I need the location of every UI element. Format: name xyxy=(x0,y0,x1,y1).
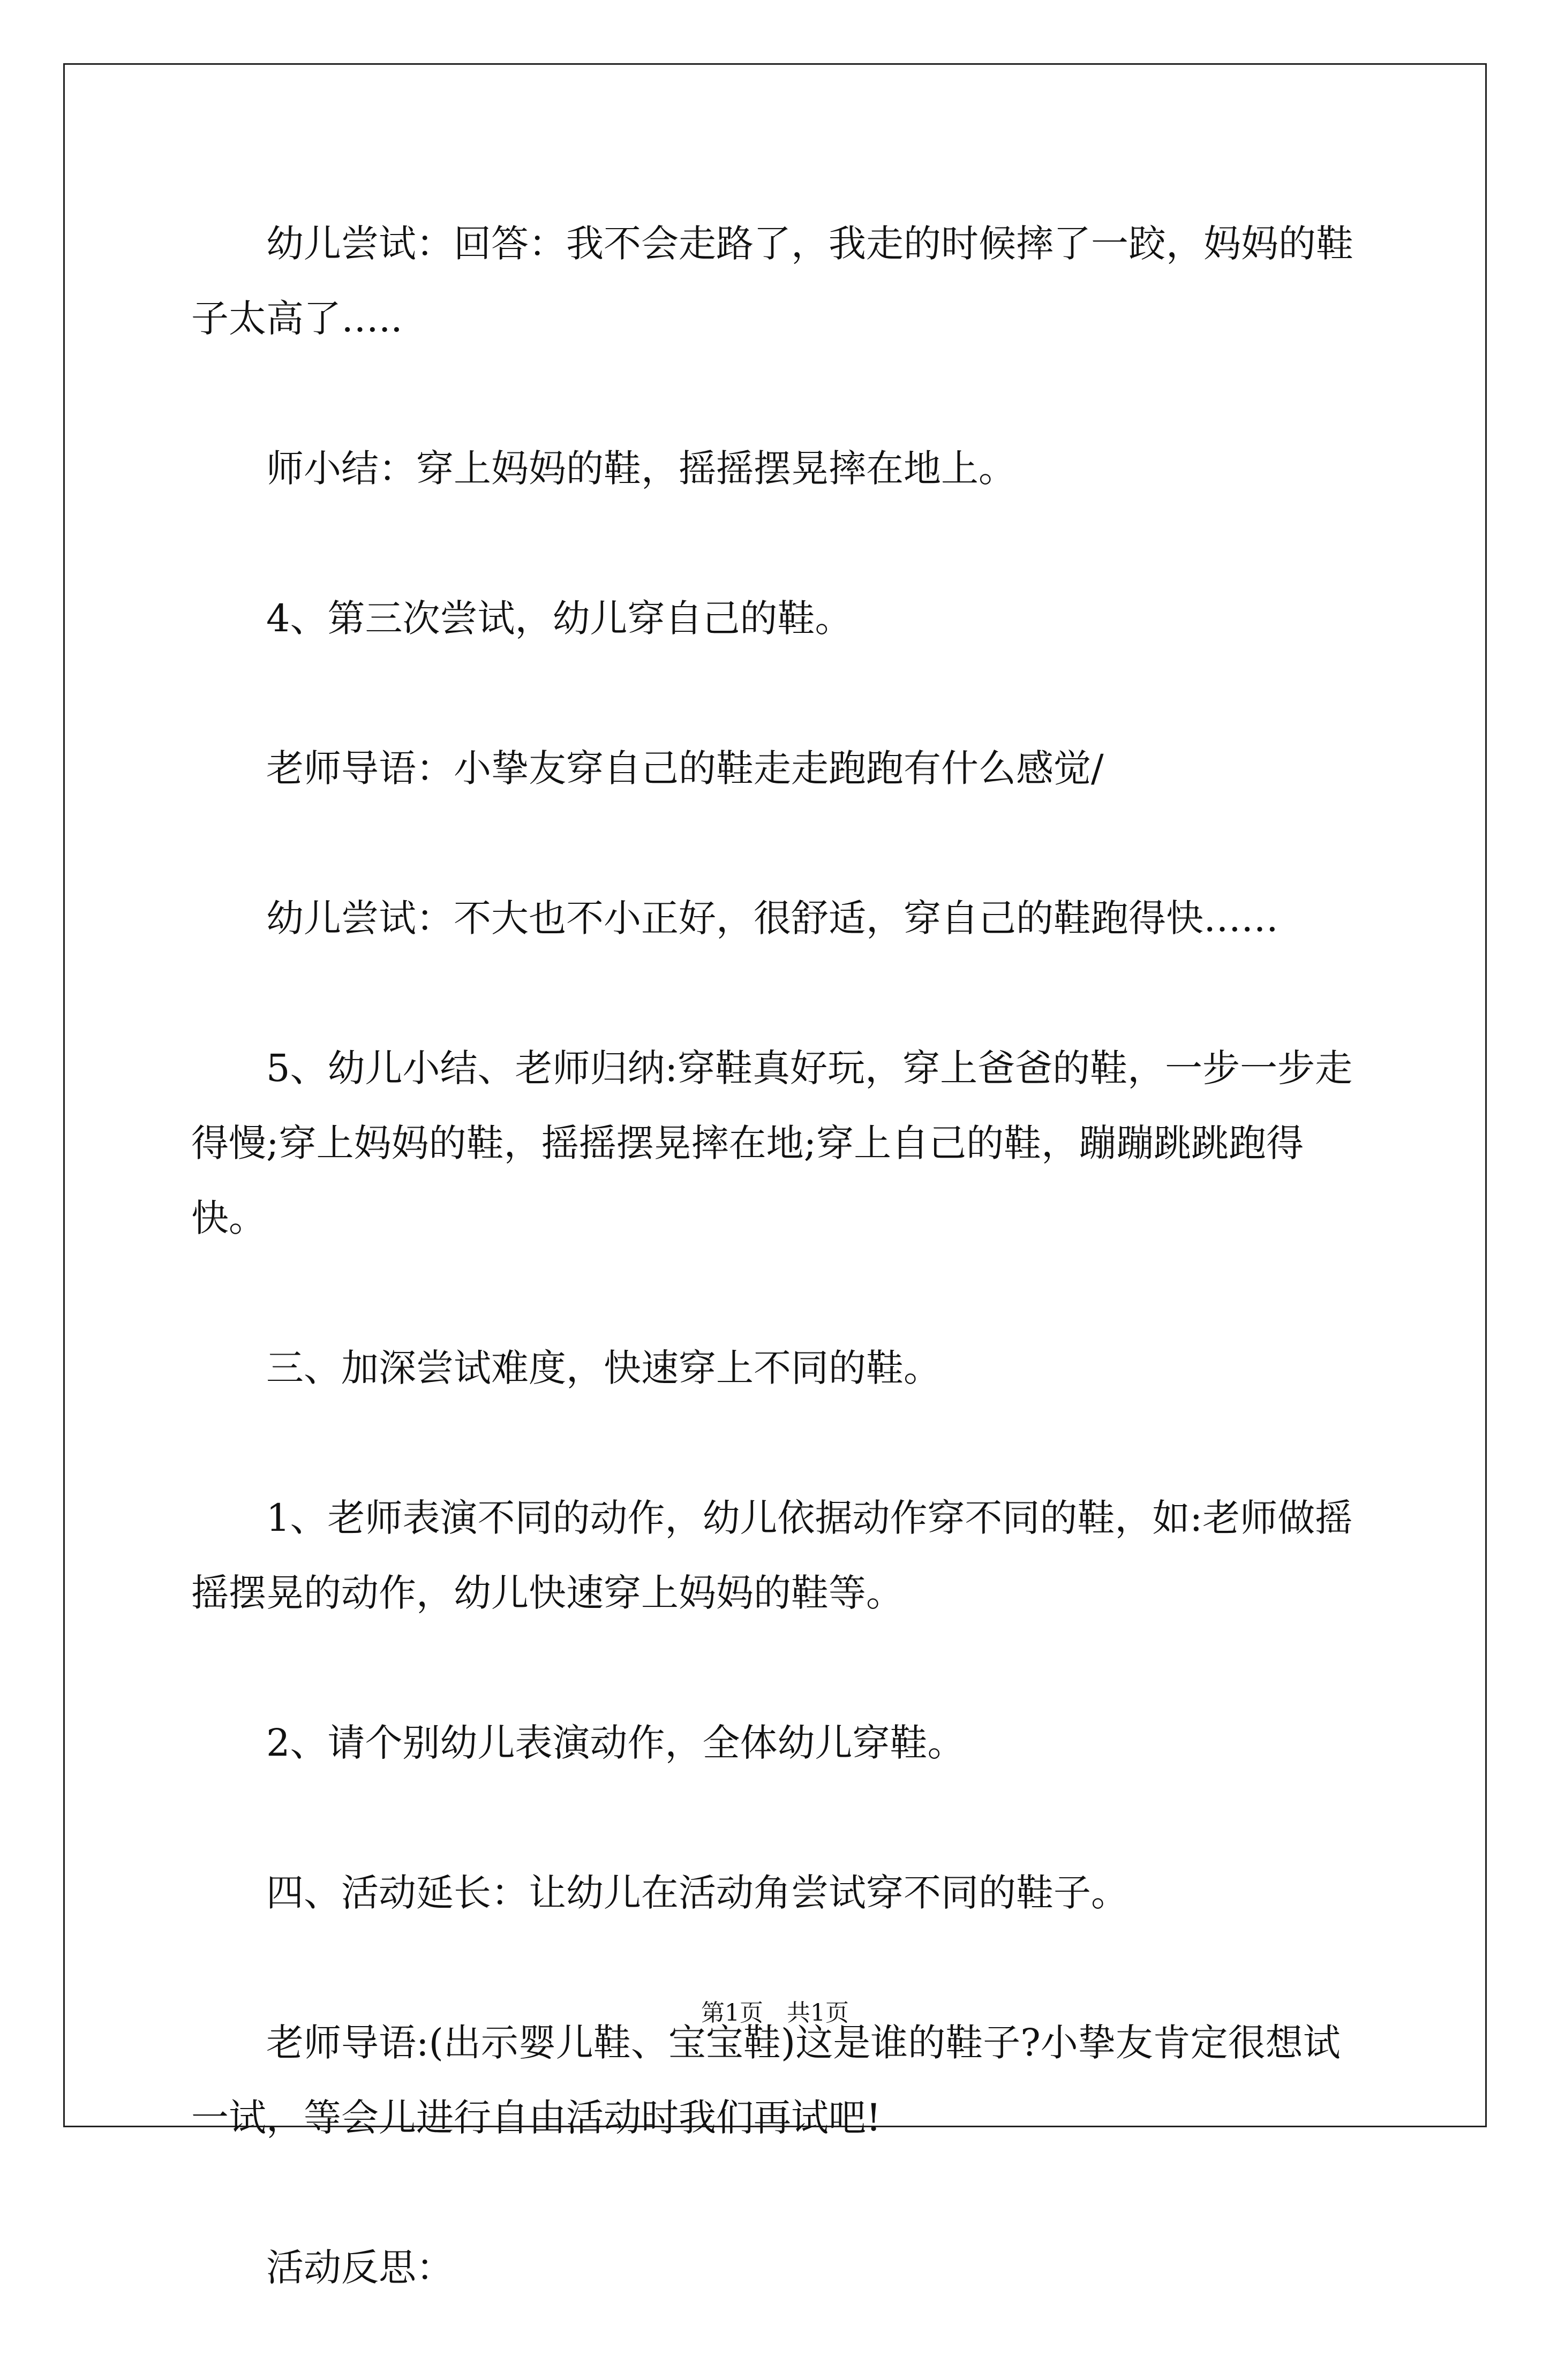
paragraph-8: 1、老师表演不同的动作，幼儿依据动作穿不同的鞋，如:老师做摇摇摆晃的动作，幼儿快速穿上妈妈的鞋等。 xyxy=(191,1496,1353,1615)
paragraph-9: 2、请个别幼儿表演动作，全体幼儿穿鞋。 xyxy=(266,1721,965,1765)
page-number-footer: 第1页 共1页 xyxy=(701,1999,849,2027)
paragraph-10: 四、活动延长：让幼儿在活动角尝试穿不同的鞋子。 xyxy=(266,1871,1128,1915)
document-body xyxy=(191,206,1370,2380)
paragraph-4: 老师导语：小挚友穿自己的鞋走走跑跑有什么感觉/ xyxy=(266,746,1104,790)
paragraph-1: 幼儿尝试：回答：我不会走路了，我走的时候摔了一跤，妈妈的鞋子太高了….. xyxy=(191,222,1353,341)
paragraph-6: 5、幼儿小结、老师归纳:穿鞋真好玩，穿上爸爸的鞋，一步一步走得慢;穿上妈妈的鞋，摇摇摆晃摔在地;穿上自己的鞋，蹦蹦跳跳跑得快。 xyxy=(191,1046,1353,1240)
paragraph-7: 三、加深尝试难度，快速穿上不同的鞋。 xyxy=(266,1346,941,1390)
paragraph-2: 师小结：穿上妈妈的鞋，摇摇摆晃摔在地上。 xyxy=(266,447,1016,490)
paragraph-5: 幼儿尝试：不大也不小正好，很舒适，穿自己的鞋跑得快…… xyxy=(266,896,1278,940)
paragraph-12: 活动反思： xyxy=(266,2246,454,2290)
paragraph-11: 老师导语:(出示婴儿鞋、宝宝鞋)这是谁的鞋子?小挚友肯定很想试一试，等会儿进行自由活动时我们再试吧! xyxy=(191,2021,1341,2140)
paragraph-3: 4、第三次尝试，幼儿穿自己的鞋。 xyxy=(266,596,853,640)
